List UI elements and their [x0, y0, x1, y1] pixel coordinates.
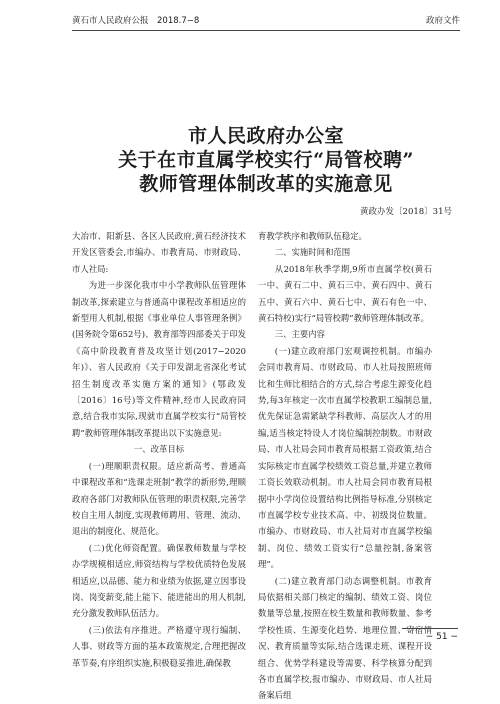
page-header	[72, 12, 460, 28]
title-line-2: 关于在市直属学校实行“局管校聘”	[118, 149, 414, 171]
content-paragraph-1: (一)建立政府部门宏观调控机制。市编办会同市教育局、市财政局、市人社局按照班师比和生师比相结合的方式,综合考虑生源变化趋势,每3年核定一次市直属学校教职工编制总量,优先保证急需紧缺学科教师、高层次人才的用编,适当核定特设人才岗位编制控制数。市财政局、市人社局会同市教育局根据工资政策,结合实际核定市直属学校绩效工资总量,并建立教师工资长效联动机制。市人社局会同市教育局根据中小学岗位设置结构比例指导标准,分别核定市直属学校专业技术高、中、初级岗位数量。市编办、市财政局、市人社局对市直属学校编制、岗位、绩效工资实行“总量控制,备案管理”。	[258, 345, 432, 570]
goal-paragraph-1: (一)理顺职责权限。适应新高考、普通高中课程改革和“选课走班制”教学的新形势,理顺政府各部门对教师队伍管理的职责权限,完善学校自主用人制度,实现教师聘用、管理、流动、退出的制度化、规范化。	[72, 460, 246, 537]
header-publication: 黄石市人民政府公报 2018.7−8	[72, 16, 200, 26]
section-heading-goals: 一、改革目标	[133, 444, 185, 455]
content-paragraph-2: (二)建立教育部门动态调整机制。市教育局依据相关部门核定的编制、绩效工资、岗位数量等总量,按照在校生数量和教师数量、参考学校性质、生源变化趋势、地理位置、寄宿情况、教育质量等实际,结合选课走班、课程开设组合、优势学科建设等需要、科学核算分配到各市直属学校,报市编办、市财政局、市人社局备案后组	[258, 575, 432, 701]
document-number: 黄政办发〔2018〕31号	[360, 207, 452, 217]
footer-divider	[402, 628, 458, 629]
goal-paragraph-2: (二)优化师资配置。确保教师数量与学校办学规模相适应,师资结构与学校优质特色发展相适应,以品德、能力和业绩为依据,建立因事设岗、岗变薪变,能上能下、能进能出的用人机制,充分激发教师队伍活力。	[72, 542, 246, 619]
addressee: 大冶市、阳新县、各区人民政府,黄石经济技术开发区管委会,市编办、市教育局、市财政局、市人社局:	[72, 231, 246, 274]
header-divider	[72, 30, 460, 31]
section-heading-scope: 二、实施时间和范围	[274, 247, 351, 258]
left-column	[72, 228, 246, 671]
right-column	[258, 228, 432, 704]
title-line-1: 市人民政府办公室	[187, 125, 344, 147]
continued-text: 育教学秩序和教师队伍稳定。	[258, 231, 367, 241]
header-section: 政府文件	[425, 16, 460, 26]
scope-paragraph: 从2018年秋季学期,9所市直属学校(黄石一中、黄石二中、黄石三中、黄石四中、黄石五中、黄石六中、黄石七中、黄石有色一中、黄石特校)实行“局管校聘”教师管理体制改革。	[258, 263, 432, 324]
title-line-3: 教师管理体制改革的实施意见	[139, 173, 393, 195]
page-number: − 51 −	[425, 632, 458, 642]
intro-paragraph: 为进一步深化我市中小学教师队伍管理体制改革,探索建立与普通高中课程改革相适应的新型用人机制,根据《事业单位人事管理条例》(国务院令第652号)、教育部等四部委关于印发《高中阶段教育普及攻坚计划(2017−2020年)》、省人民政府《关于印发湖北省深化考试招生制度改革实施方案的通知》(鄂政发〔2016〕16号)等文件精神,经市人民政府同意,结合我市实际,现就市直属学校实行“局管校聘”教师管理体制改革提出以下实施意见:	[72, 280, 246, 438]
section-heading-content: 三、主要内容	[274, 329, 326, 340]
goal-paragraph-3: (三)依法有序推进。严格遵守现行编制、人事、财政等方面的基本政策规定,合理把握改革节奏,有序组织实施,积极稳妥推进,确保教	[72, 624, 246, 668]
